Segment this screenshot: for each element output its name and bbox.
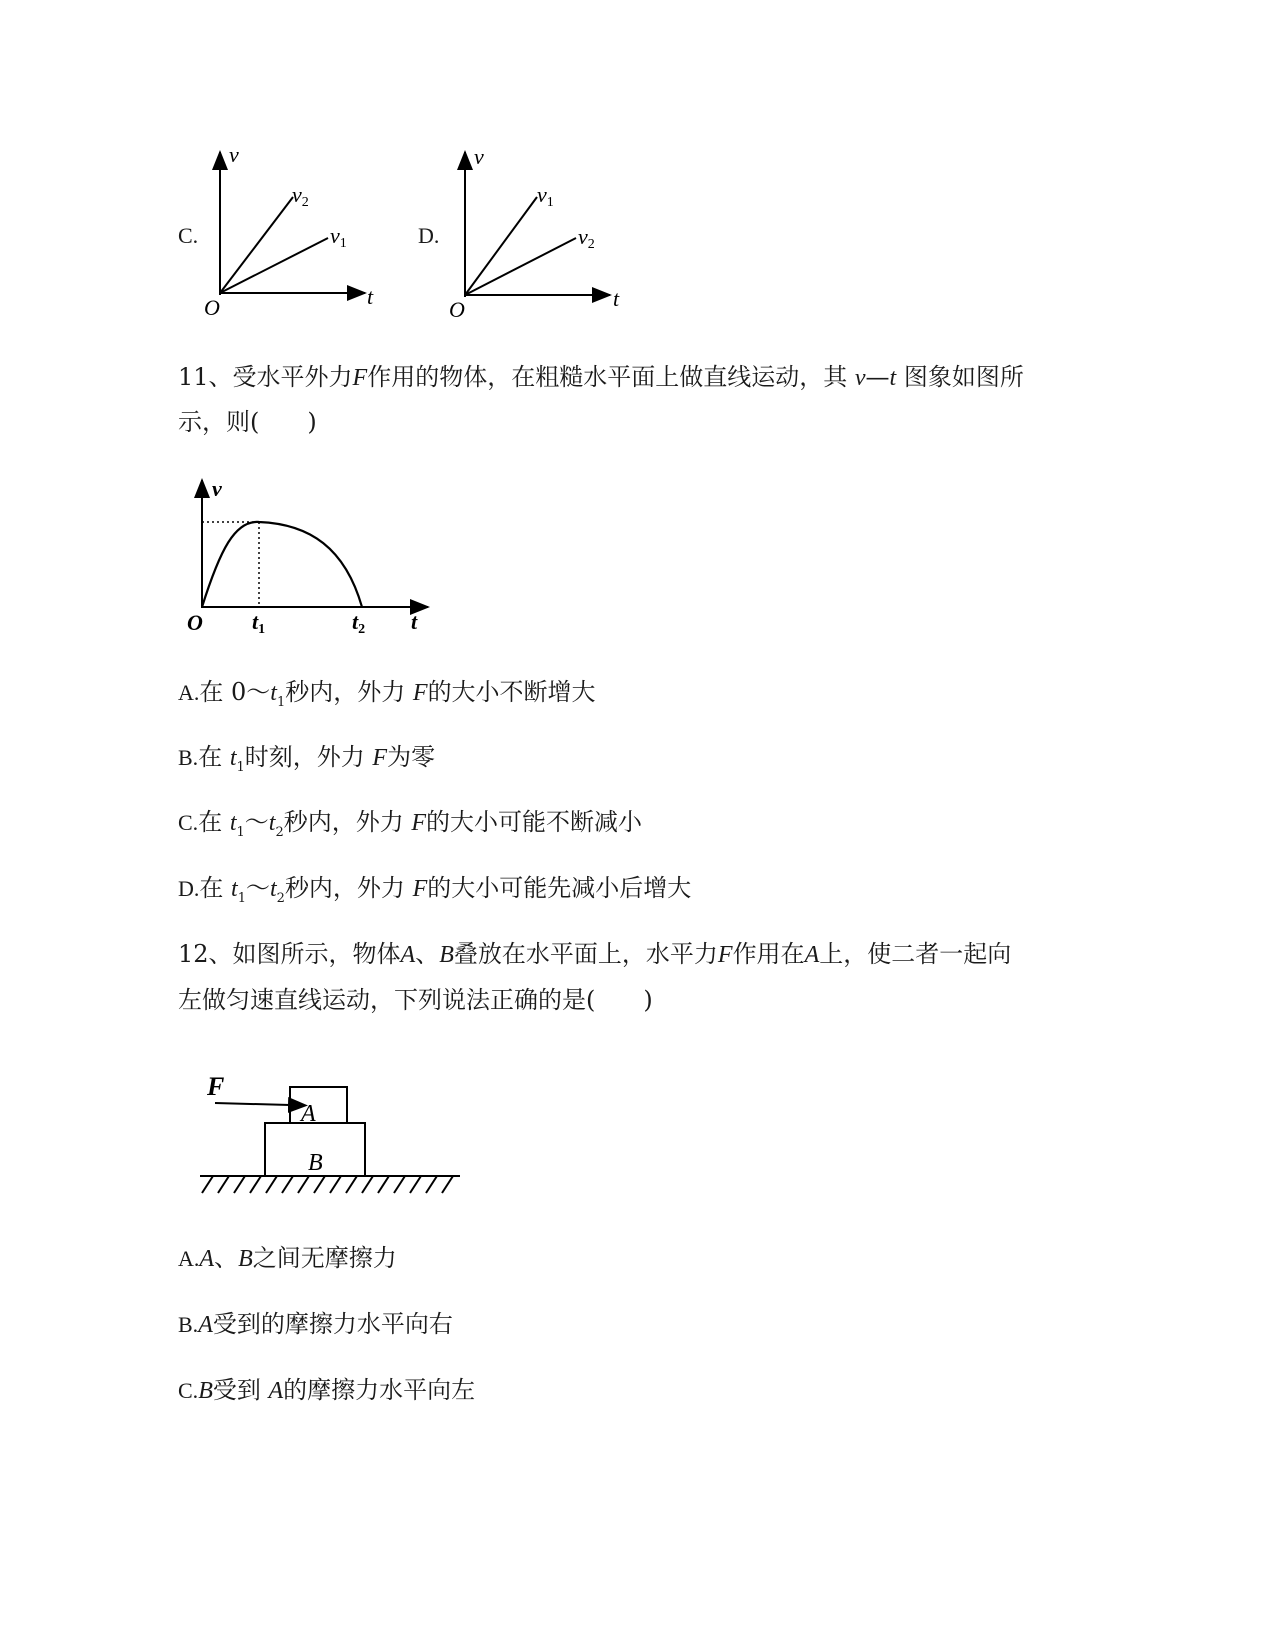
q12-option-c[interactable] xyxy=(178,1378,475,1403)
q12-var-a2: A xyxy=(804,942,820,968)
q12-blocks-figure xyxy=(195,1060,470,1200)
graph-d-upper-line-label: v1 xyxy=(537,182,554,210)
q11-option-c-var1: t xyxy=(229,810,237,836)
q12-var-b: B xyxy=(439,942,454,968)
q11-text-b: 作用的物体，在粗糙水平面上做直线运动，其 xyxy=(367,363,848,391)
graph-d-x-label: t xyxy=(613,286,620,311)
q11-number: 11、 xyxy=(178,363,233,391)
q11-option-d-var2: t xyxy=(269,876,277,902)
graph-option-d xyxy=(440,140,640,325)
q11-option-a-post: 的大小不断增大 xyxy=(427,678,596,706)
q12-var-f: F xyxy=(717,942,733,968)
q12-option-b[interactable] xyxy=(178,1312,453,1337)
q11-var-v: v xyxy=(854,365,866,391)
option-d-label: D. xyxy=(418,223,440,248)
q11-text-c: 图象如图所 xyxy=(903,363,1024,391)
q11-dash: — xyxy=(865,363,890,391)
q12-text-c: 作用在 xyxy=(732,940,805,968)
q11-option-d-post: 的大小可能先减小后增大 xyxy=(427,874,692,902)
q11-option-a-pre: 在 0～ xyxy=(199,678,271,706)
q12-number: 12、 xyxy=(178,940,233,968)
q12-option-c-post: 的摩擦力水平向左 xyxy=(283,1376,476,1404)
graph-c-x-label: t xyxy=(367,284,374,309)
q11-option-b-post: 为零 xyxy=(387,743,436,771)
q11-option-b-f: F xyxy=(372,745,388,771)
q11-option-a-sub: 1 xyxy=(276,695,286,710)
q11-option-a-f: F xyxy=(412,680,428,706)
q11-option-b-mid: 时刻，外力 xyxy=(244,743,365,771)
q11-option-c-tilde: ～ xyxy=(244,808,269,836)
q12-option-b-post: 受到的摩擦力水平向右 xyxy=(212,1310,453,1338)
q11-graph-t1: t1 xyxy=(252,609,266,637)
q12-option-a-post: 之间无摩擦力 xyxy=(252,1244,397,1272)
q11-option-b-var: t xyxy=(229,745,237,771)
q12-option-c-label: C. xyxy=(178,1378,199,1403)
option-c-label: C. xyxy=(178,223,199,248)
q11-option-c-var2: t xyxy=(268,810,276,836)
q12-option-a-sep: 、 xyxy=(214,1244,239,1272)
q11-option-b-label: B. xyxy=(178,745,199,770)
graph-c-origin-label: O xyxy=(204,295,220,320)
q12-option-b-label: B. xyxy=(178,1312,199,1337)
q11-option-c-pre: 在 xyxy=(198,808,230,836)
q11-option-d-f: F xyxy=(412,876,428,902)
q12-text-b: 叠放在水平面上，水平力 xyxy=(453,940,718,968)
q12-text-d: 上，使二者一起向 xyxy=(819,940,1012,968)
graph-d-lower-line-label: v2 xyxy=(578,224,595,252)
graph-c-lower-line-label: v1 xyxy=(330,223,347,251)
q11-option-d-sub2: 2 xyxy=(276,891,285,906)
q11-option-d-sub1: 1 xyxy=(237,891,246,906)
q12-option-c-v1: B xyxy=(198,1378,213,1404)
q11-graph-x-label: t xyxy=(411,609,418,634)
graph-d-y-label: v xyxy=(474,144,484,169)
q11-option-a-mid: 秒内，外力 xyxy=(285,678,406,706)
q12-var-a: A xyxy=(400,942,416,968)
q12-option-a-v2: B xyxy=(238,1246,253,1272)
q11-option-d-tilde: ～ xyxy=(245,874,270,902)
q11-option-a[interactable] xyxy=(178,678,596,710)
q11-option-d[interactable] xyxy=(178,874,692,906)
q11-option-c-mid: 秒内，外力 xyxy=(283,808,404,836)
q12-figure-block-a-label: A xyxy=(301,1101,316,1127)
q11-graph-t2: t2 xyxy=(352,609,366,637)
q11-option-c-f: F xyxy=(411,810,427,836)
q11-option-c-label: C. xyxy=(178,810,199,835)
graph-c-y-label: v xyxy=(229,142,239,167)
q11-vt-graph xyxy=(180,470,450,640)
q11-option-a-var: t xyxy=(270,680,277,706)
q12-figure-force-label: F xyxy=(207,1072,225,1101)
q11-option-c-sub1: 1 xyxy=(236,825,245,840)
q11-option-a-label: A. xyxy=(178,680,200,705)
q12-option-b-v1: A xyxy=(198,1312,213,1338)
q11-option-d-label: D. xyxy=(178,876,200,901)
q11-option-b-sub: 1 xyxy=(236,760,245,775)
q11-var-t: t xyxy=(889,365,897,391)
q11-stem-line1 xyxy=(178,365,1024,390)
q11-graph-y-label: v xyxy=(212,476,222,501)
q11-var-f: F xyxy=(352,365,368,391)
q11-option-d-mid: 秒内，外力 xyxy=(284,874,405,902)
q11-graph-origin: O xyxy=(187,610,203,635)
q11-option-c-post: 的大小可能不断减小 xyxy=(426,808,643,836)
q11-text-a: 受水平外力 xyxy=(232,363,353,391)
q11-option-c[interactable] xyxy=(178,808,643,840)
q11-stem-line2: 示，则( ) xyxy=(178,408,317,436)
graph-option-c xyxy=(195,140,395,325)
q12-text-a: 如图所示，物体 xyxy=(232,940,401,968)
q12-option-a-v1: A xyxy=(199,1246,215,1272)
q12-option-c-v2: A xyxy=(268,1378,284,1404)
q11-option-c-sub2: 2 xyxy=(275,825,284,840)
q11-option-d-var1: t xyxy=(231,876,238,902)
q12-sep: 、 xyxy=(415,940,440,968)
q12-option-a-label: A. xyxy=(178,1246,200,1271)
q11-option-d-pre: 在 xyxy=(199,874,232,902)
q12-option-a[interactable] xyxy=(178,1246,397,1271)
q12-option-c-mid: 受到 xyxy=(212,1376,269,1404)
q11-option-b[interactable] xyxy=(178,743,436,775)
q12-stem-line2: 左做匀速直线运动，下列说法正确的是( ) xyxy=(178,986,653,1014)
q11-option-b-pre: 在 xyxy=(198,743,230,771)
graph-d-origin-label: O xyxy=(449,297,465,322)
q12-figure-block-b-label: B xyxy=(308,1150,323,1176)
q12-stem-line1 xyxy=(178,942,1011,967)
graph-c-upper-line-label: v2 xyxy=(292,182,309,210)
